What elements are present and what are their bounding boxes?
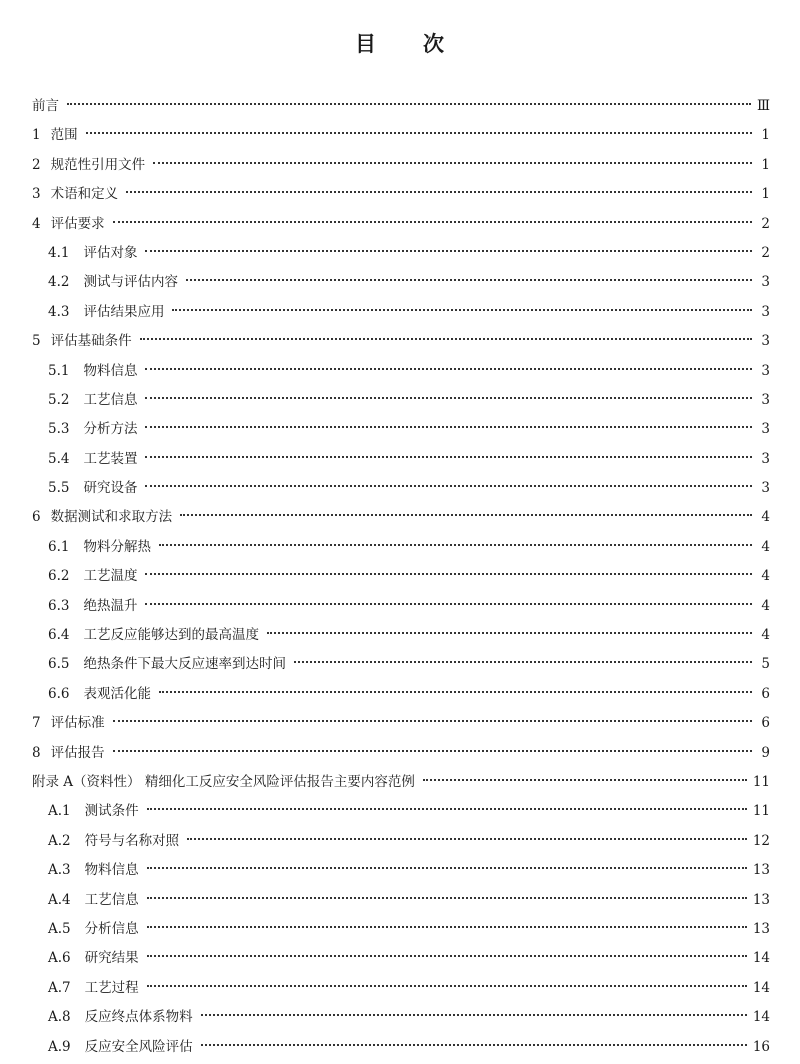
toc-entry[interactable] <box>32 1003 770 1032</box>
toc-entry-page-number: 3 <box>761 391 770 408</box>
toc-entry[interactable] <box>32 1033 770 1062</box>
toc-entry[interactable] <box>32 180 770 209</box>
dot-leader <box>180 514 752 516</box>
toc-entry-title: 分析方法 <box>83 421 138 438</box>
toc-entry-number: 7 <box>32 715 41 732</box>
dot-leader <box>86 132 752 134</box>
toc-entry-number: 2 <box>32 156 41 173</box>
toc-entry-title: 工艺信息 <box>83 391 138 408</box>
toc-entry-number: 4.3 <box>48 303 70 320</box>
toc-entry[interactable] <box>32 944 770 973</box>
toc-entry-number: A.8 <box>48 1009 71 1026</box>
toc-entry-title: 工艺反应能够达到的最高温度 <box>83 627 259 644</box>
dot-leader <box>172 309 752 311</box>
page-title-char-1: 目 <box>355 32 377 57</box>
toc-entry[interactable] <box>32 268 770 297</box>
toc-entry-title: 研究结果 <box>84 950 139 967</box>
toc-entry-page-number: 11 <box>752 803 770 820</box>
toc-entry-number: 4.2 <box>48 274 70 291</box>
dot-leader <box>201 1014 747 1016</box>
toc-entry-title: 工艺信息 <box>84 891 139 908</box>
toc-entry-page-number: 3 <box>761 450 770 467</box>
toc-entry-title: 评估基础条件 <box>50 333 132 350</box>
toc-entry-title: 数据测试和求取方法 <box>50 509 173 526</box>
toc-entry-title: 物料信息 <box>84 862 139 879</box>
toc-entry-title: 术语和定义 <box>50 186 119 203</box>
toc-entry-title: 评估报告 <box>50 744 105 761</box>
toc-entry-number: A.2 <box>48 832 71 849</box>
toc-entry-title: 测试条件 <box>84 803 139 820</box>
toc-entry[interactable] <box>32 709 770 738</box>
toc-entry-number: 6.4 <box>48 627 70 644</box>
toc-entry[interactable] <box>32 562 770 591</box>
toc-entry-title: 表观活化能 <box>83 685 151 702</box>
toc-entry-number: 5.2 <box>48 391 70 408</box>
toc-entry-page-number: 4 <box>761 538 770 555</box>
toc-entry-number: 6.1 <box>48 538 70 555</box>
toc-entry[interactable] <box>32 151 770 180</box>
toc-entry-page-number: 14 <box>752 979 770 996</box>
toc-entry-page-number: 3 <box>761 333 770 350</box>
toc-entry-title: 物料分解热 <box>83 538 151 555</box>
dot-leader <box>126 191 752 193</box>
toc-entry-page-number: 4 <box>761 597 770 614</box>
toc-entry-number: 6 <box>32 509 41 526</box>
dot-leader <box>159 544 752 546</box>
toc-entry-page-number: 13 <box>752 920 770 937</box>
toc-entry-number: 3 <box>32 186 41 203</box>
page-title-char-2: 次 <box>423 32 445 57</box>
toc-entry-title: 工艺过程 <box>84 979 139 996</box>
toc-entry-page-number: 13 <box>752 891 770 908</box>
toc-entry[interactable] <box>32 533 770 562</box>
toc-entry-title: 符号与名称对照 <box>84 832 180 849</box>
toc-entry-number: A.5 <box>48 920 71 937</box>
toc-entry-title: 绝热条件下最大反应速率到达时间 <box>83 656 286 673</box>
toc-entry-number: A.4 <box>48 891 71 908</box>
toc-entry-number: 5.4 <box>48 450 70 467</box>
toc-entry[interactable] <box>32 327 770 356</box>
dot-leader <box>113 750 752 752</box>
toc-entry-title: 工艺装置 <box>83 450 138 467</box>
toc-entry-page-number: 13 <box>752 862 770 879</box>
toc-entry[interactable] <box>32 592 770 621</box>
toc-entry[interactable] <box>32 886 770 915</box>
toc-entry-number: A.7 <box>48 979 71 996</box>
toc-entry[interactable] <box>32 827 770 856</box>
toc-entry-page-number: 6 <box>761 685 770 702</box>
toc-entry-page-number: 3 <box>761 480 770 497</box>
toc-entry-page-number: 1 <box>761 127 770 144</box>
toc-entry[interactable] <box>32 298 770 327</box>
toc-entry-title: 范围 <box>50 127 78 144</box>
toc-entry-number: A.6 <box>48 950 71 967</box>
toc-entry-title: 评估标准 <box>50 715 105 732</box>
toc-entry-page-number: 1 <box>761 186 770 203</box>
toc-entry[interactable] <box>32 915 770 944</box>
toc-entry[interactable] <box>32 621 770 650</box>
dot-leader <box>145 485 752 487</box>
toc-entry-number: 6.3 <box>48 597 70 614</box>
toc-entry-title: 反应终点体系物料 <box>84 1009 193 1026</box>
toc-entry-page-number: 9 <box>761 744 770 761</box>
toc-entry-page-number: 1 <box>761 156 770 173</box>
toc-entry-title: 分析信息 <box>84 920 139 937</box>
toc-entry-page-number: 2 <box>761 215 770 232</box>
toc-entry-title: 工艺温度 <box>83 568 138 585</box>
dot-leader <box>423 779 747 781</box>
toc-entry[interactable] <box>32 121 770 150</box>
dot-leader <box>187 838 747 840</box>
toc-entry[interactable] <box>32 92 770 121</box>
table-of-contents <box>32 92 770 1062</box>
toc-entry-title: 评估对象 <box>83 244 138 261</box>
toc-entry-title: 评估要求 <box>50 215 105 232</box>
toc-entry[interactable] <box>32 856 770 885</box>
toc-entry-title: 规范性引用文件 <box>50 156 146 173</box>
toc-entry-title: 测试与评估内容 <box>83 274 178 291</box>
toc-entry[interactable] <box>32 445 770 474</box>
dot-leader <box>145 250 752 252</box>
dot-leader <box>159 691 752 693</box>
toc-entry[interactable] <box>32 357 770 386</box>
toc-entry-title: 前言 <box>32 98 59 114</box>
toc-entry-title: 反应安全风险评估 <box>84 1038 193 1055</box>
toc-entry-page-number: 12 <box>752 832 770 849</box>
toc-entry-page-number: 3 <box>761 274 770 291</box>
dot-leader <box>67 103 751 105</box>
toc-entry-number: A.3 <box>48 862 71 879</box>
toc-entry[interactable] <box>32 680 770 709</box>
toc-entry-page-number: 3 <box>761 303 770 320</box>
toc-entry[interactable] <box>32 503 770 532</box>
toc-entry-number: 5.3 <box>48 421 70 438</box>
dot-leader <box>294 661 752 663</box>
toc-entry-number: 4.1 <box>48 244 70 261</box>
toc-entry-page-number: 4 <box>761 568 770 585</box>
dot-leader <box>145 456 752 458</box>
toc-entry[interactable] <box>32 239 770 268</box>
toc-entry-number: 6.6 <box>48 685 70 702</box>
dot-leader <box>113 720 752 722</box>
toc-entry-number: 4 <box>32 215 41 232</box>
toc-entry-number: 1 <box>32 127 41 144</box>
toc-entry[interactable] <box>32 768 770 797</box>
toc-entry-title: 附录 A（资料性） 精细化工反应安全风险评估报告主要内容范例 <box>32 773 415 790</box>
dot-leader <box>113 221 752 223</box>
toc-entry-number: 6.2 <box>48 568 70 585</box>
toc-entry[interactable] <box>32 415 770 444</box>
toc-entry-title: 物料信息 <box>83 362 138 379</box>
toc-entry-page-number: 11 <box>752 773 770 790</box>
toc-entry-title: 绝热温升 <box>83 597 138 614</box>
dot-leader <box>145 603 752 605</box>
toc-entry-number: A.1 <box>48 803 71 820</box>
toc-entry-page-number: 3 <box>761 362 770 379</box>
toc-entry-number: A.9 <box>48 1038 71 1055</box>
toc-entry[interactable] <box>32 797 770 826</box>
dot-leader <box>147 808 747 810</box>
toc-entry[interactable] <box>32 210 770 239</box>
toc-entry-page-number: 16 <box>752 1038 770 1055</box>
toc-entry-page-number: 14 <box>752 950 770 967</box>
dot-leader <box>140 338 752 340</box>
dot-leader <box>147 985 747 987</box>
dot-leader <box>186 279 752 281</box>
toc-entry-page-number: 2 <box>761 244 770 261</box>
toc-entry-page-number: 5 <box>761 656 770 673</box>
dot-leader <box>147 955 747 957</box>
toc-entry-number: 6.5 <box>48 656 70 673</box>
toc-entry-number: 5.1 <box>48 362 70 379</box>
dot-leader <box>145 368 752 370</box>
dot-leader <box>267 632 752 634</box>
toc-entry-page-number: 4 <box>761 509 770 526</box>
dot-leader <box>147 897 747 899</box>
dot-leader <box>153 162 752 164</box>
toc-entry-number: 5 <box>32 333 41 350</box>
toc-entry-page-number: Ⅲ <box>756 98 770 114</box>
dot-leader <box>145 397 752 399</box>
toc-entry[interactable] <box>32 474 770 503</box>
toc-entry[interactable] <box>32 386 770 415</box>
dot-leader <box>147 867 747 869</box>
toc-entry-page-number: 14 <box>752 1009 770 1026</box>
toc-entry[interactable] <box>32 650 770 679</box>
toc-entry[interactable] <box>32 739 770 768</box>
dot-leader <box>147 926 747 928</box>
dot-leader <box>145 573 752 575</box>
page-title <box>0 28 800 58</box>
dot-leader <box>145 426 752 428</box>
toc-entry-number: 8 <box>32 744 41 761</box>
toc-entry-title: 研究设备 <box>83 480 138 497</box>
toc-entry-title: 评估结果应用 <box>83 303 165 320</box>
toc-entry-page-number: 4 <box>761 627 770 644</box>
toc-entry[interactable] <box>32 974 770 1003</box>
toc-entry-page-number: 3 <box>761 421 770 438</box>
toc-entry-number: 5.5 <box>48 480 70 497</box>
dot-leader <box>201 1044 747 1046</box>
toc-entry-page-number: 6 <box>761 715 770 732</box>
